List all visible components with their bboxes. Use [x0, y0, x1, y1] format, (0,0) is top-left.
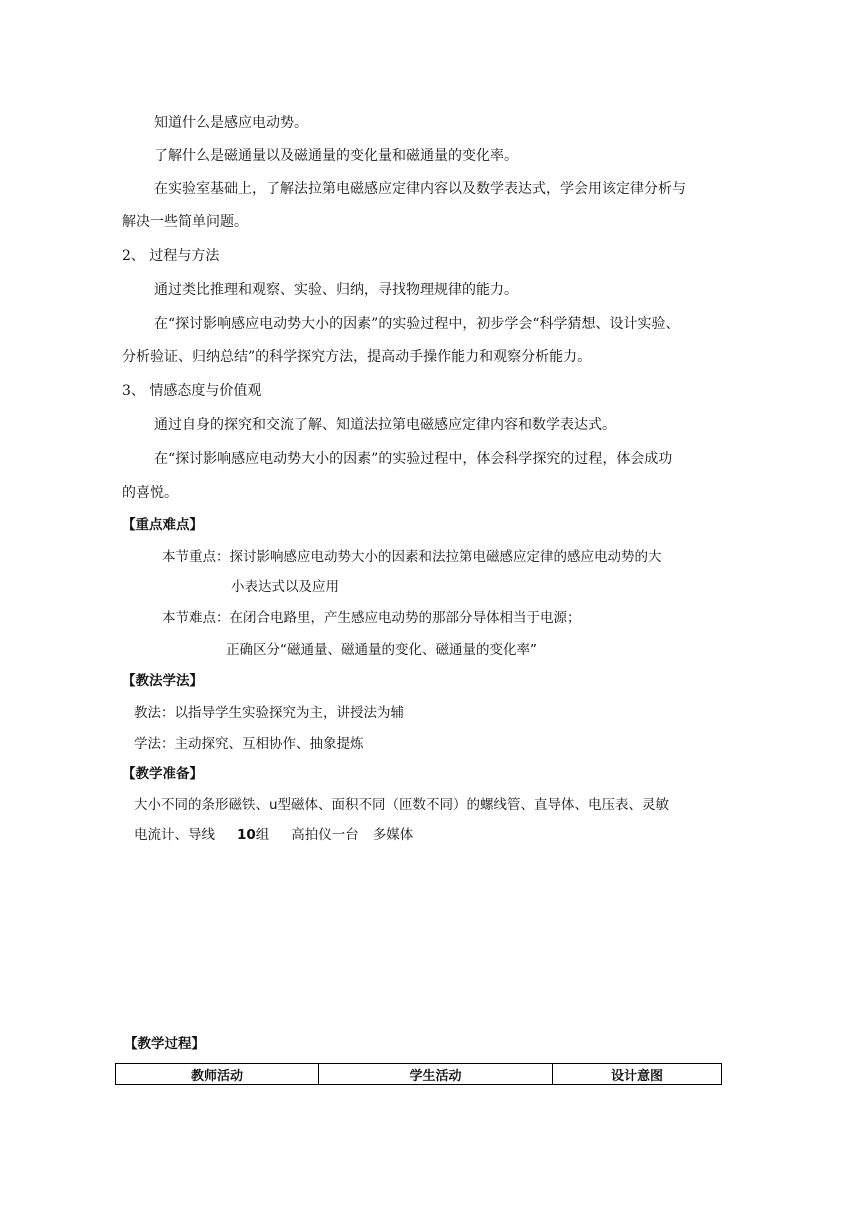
column-header-teacher: 教师活动	[116, 1064, 319, 1085]
teaching-process-table	[115, 1063, 722, 1085]
emotion-item-1: 通过自身的探究和交流了解、知道法拉第电磁感应定律内容和数学表达式。	[154, 417, 616, 433]
teaching-method: 教法：以指导学生实验探究为主，讲授法为辅	[134, 705, 404, 721]
preparation-heading: 【教学准备】	[122, 766, 203, 782]
knowledge-item-3: 在实验室基础上，了解法拉第电磁感应定律内容以及数学表达式，学会用该定律分析与	[154, 181, 686, 197]
preparation-line-1: 大小不同的条形磁铁、u型磁体、面积不同（匝数不同）的螺线管、直导体、电压表、灵敏	[134, 797, 670, 813]
preparation-line-2	[134, 826, 413, 844]
emotion-item-2: 在“探讨影响感应电动势大小的因素”的实验过程中，体会科学探究的过程，体会成功	[154, 451, 673, 467]
process-item-2-continued: 分析验证、归纳总结”的科学探究方法，提高动手操作能力和观察分析能力。	[122, 349, 592, 365]
document-camera: 高拍仪一台	[291, 827, 359, 843]
group-count: 10	[237, 827, 256, 843]
multimedia: 多媒体	[372, 827, 414, 843]
group-unit: 组	[255, 827, 270, 843]
column-header-design: 设计意图	[553, 1064, 722, 1085]
table-header-row	[116, 1064, 722, 1085]
emotion-heading: 3、 情感态度与价值观	[122, 383, 262, 399]
difficulty-row	[162, 609, 581, 627]
process-item-2: 在“探讨影响感应电动势大小的因素”的实验过程中，初步学会“科学猜想、设计实验、	[154, 316, 680, 332]
difficulty-text: 在闭合电路里，产生感应电动势的那部分导体相当于电源；	[229, 610, 581, 626]
focus-label: 本节重点：	[162, 549, 230, 565]
learning-method: 学法：主动探究、互相协作、抽象提炼	[134, 736, 364, 752]
column-header-student: 学生活动	[319, 1064, 553, 1085]
focus-text-continued: 小表达式以及应用	[231, 579, 339, 595]
methods-heading: 【教法学法】	[122, 673, 203, 689]
process-method-heading: 2、 过程与方法	[122, 248, 220, 264]
focus-row	[162, 548, 662, 566]
emotion-item-2-continued: 的喜悦。	[122, 485, 178, 501]
key-points-heading: 【重点难点】	[122, 517, 203, 533]
knowledge-item-2: 了解什么是磁通量以及磁通量的变化量和磁通量的变化率。	[154, 148, 518, 164]
focus-text: 探讨影响感应电动势大小的因素和法拉第电磁感应定律的感应电动势的大	[229, 549, 662, 565]
knowledge-item-1: 知道什么是感应电动势。	[154, 115, 308, 131]
process-section-heading: 【教学过程】	[124, 1036, 205, 1052]
preparation-materials: 电流计、导线	[134, 827, 215, 843]
difficulty-label: 本节难点：	[162, 610, 230, 626]
process-item-1: 通过类比推理和观察、实验、归纳，寻找物理规律的能力。	[154, 282, 518, 298]
difficulty-text-continued: 正确区分“磁通量、磁通量的变化、磁通量的变化率”	[226, 642, 537, 658]
knowledge-item-3-continued: 解决一些简单问题。	[122, 214, 248, 230]
